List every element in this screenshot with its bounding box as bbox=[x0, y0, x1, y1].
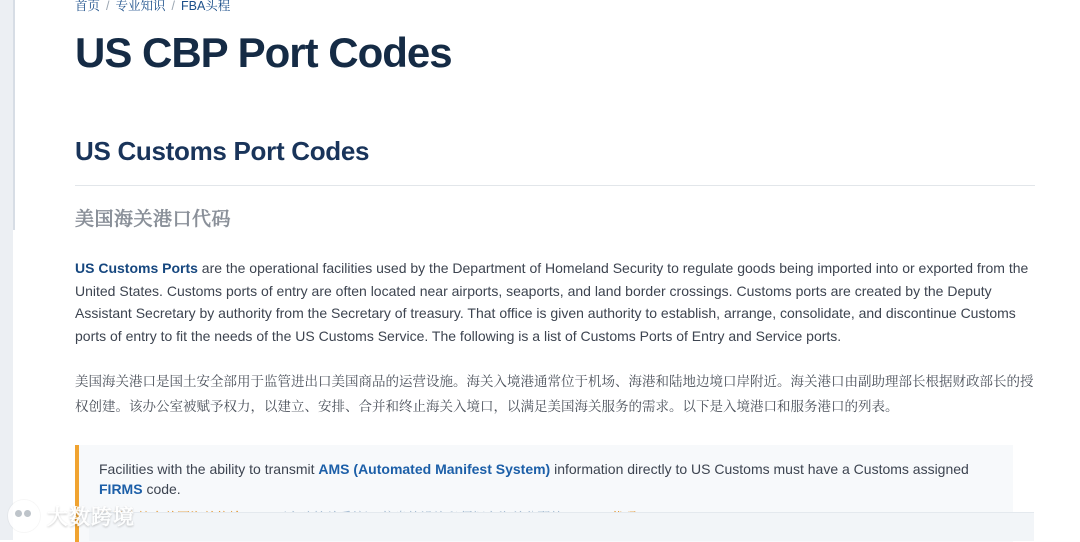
breadcrumb-item-fba[interactable]: FBA头程 bbox=[181, 0, 231, 13]
breadcrumb-item-knowledge[interactable]: 专业知识 bbox=[115, 0, 166, 13]
left-gutter-accent bbox=[13, 0, 15, 230]
bottom-panel bbox=[89, 512, 1034, 541]
paragraph-english bbox=[75, 257, 1035, 347]
firms-link[interactable]: FIRMS bbox=[99, 481, 143, 497]
watermark-label: 大数跨境 bbox=[47, 506, 135, 529]
breadcrumb-separator: / bbox=[171, 0, 175, 13]
article-content bbox=[75, 0, 1035, 542]
paragraph-chinese: 美国海关港口是国土安全部用于监管进出口美国商品的运营设施。海关入境港通常位于机场、海港和陆地边境口岸附近。海关港口由副助理部长根据财政部长的授权创建。该办公室被赋予权力，以建立、安排、合并和终止海关入境口，以满足美国海关服务的需求。以下是入境港口和服务港口的列表。 bbox=[75, 374, 1034, 414]
callout-en-part1: Facilities with the ability to transmit bbox=[99, 461, 319, 477]
heading-divider bbox=[75, 185, 1035, 186]
section-heading-cn: 美国海关港口代码 bbox=[75, 209, 232, 230]
paragraph-english-text: are the operational facilities used by the Department of Homeland Security to regulate goods being imported into or exported from the United States. Customs ports of entry are often located near airports, seaports, and land border crossings. Customs ports are created by the Deputy Assistant Secretary by authority from the Secretary of treasury. That office is given authority to establish, arrange, consolidate, and discontinue Customs ports of entry to fit the needs of the US Customs Service. The following is a list of Customs Ports of Entry and Service ports. bbox=[75, 260, 1029, 344]
page-title: US CBP Port Codes bbox=[75, 29, 452, 76]
left-gutter bbox=[0, 0, 13, 540]
section-heading-en: US Customs Port Codes bbox=[75, 136, 370, 166]
breadcrumb bbox=[75, 0, 1035, 14]
ams-link[interactable]: AMS (Automated Manifest System) bbox=[318, 461, 551, 477]
watermark bbox=[8, 500, 135, 532]
breadcrumb-item-home[interactable]: 首页 bbox=[75, 0, 101, 13]
us-customs-ports-link[interactable]: US Customs Ports bbox=[75, 260, 198, 276]
callout-en-part3: code. bbox=[142, 481, 181, 497]
callout-line-english bbox=[99, 459, 1013, 499]
watermark-logo-icon bbox=[8, 500, 40, 532]
callout-en-part2: information directly to US Customs must have a Customs assigned bbox=[550, 461, 969, 477]
breadcrumb-separator: / bbox=[106, 0, 110, 13]
